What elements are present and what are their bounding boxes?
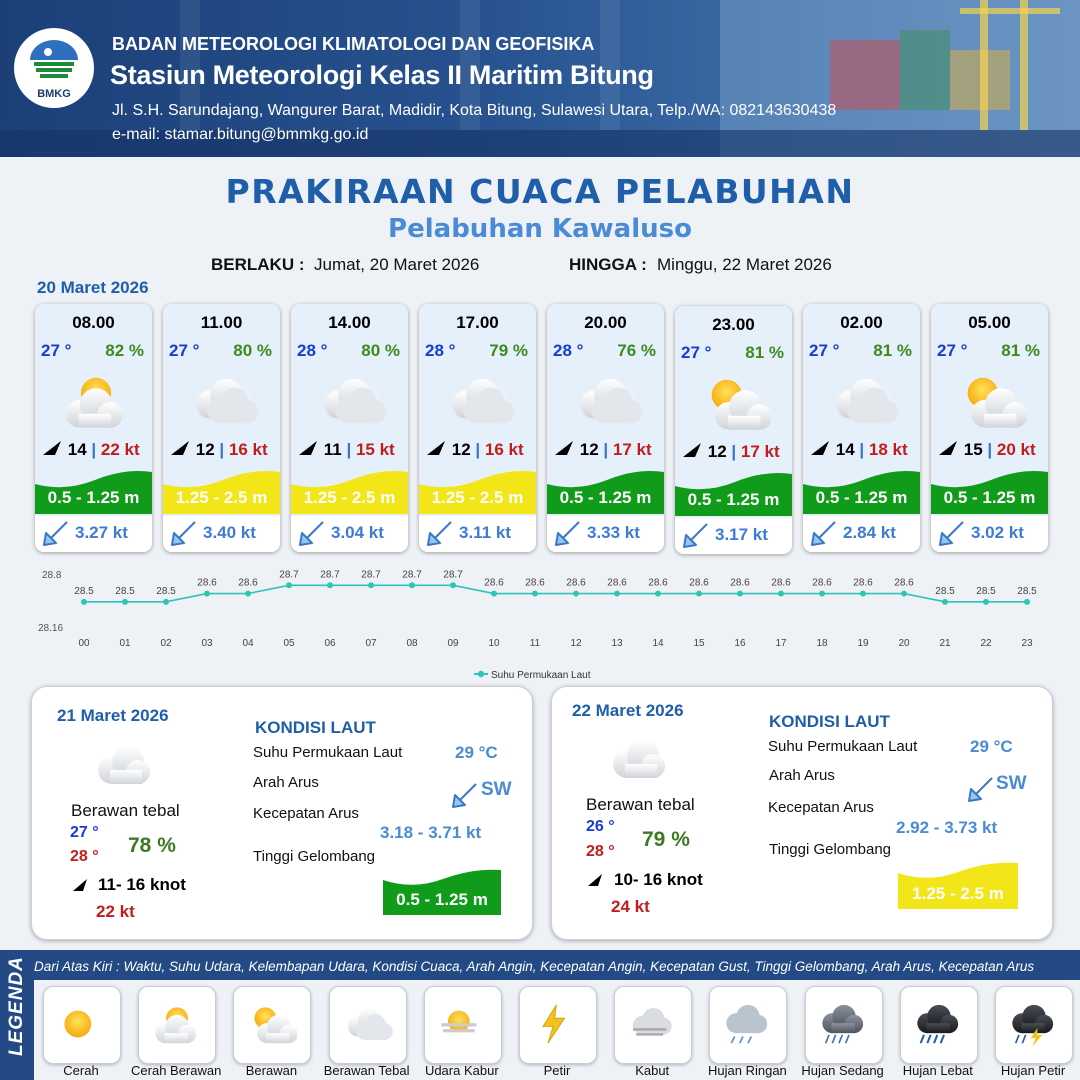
sst-point — [696, 591, 702, 597]
wave-height: 0.5 - 1.25 m — [687, 490, 780, 509]
sst-value-label: 28.6 — [689, 577, 709, 589]
sst-value-label: 28.5 — [1017, 585, 1037, 597]
berawan-tebal-icon — [317, 372, 387, 430]
forecast-time: 05.00 — [968, 313, 1011, 332]
legend-item-label: Kabut — [635, 1063, 670, 1078]
forecast-humidity: 76 % — [617, 341, 656, 360]
day2-arah-label: Arah Arus — [253, 774, 319, 791]
legend-side-label — [0, 950, 34, 1080]
sst-xtick-label: 15 — [693, 638, 705, 649]
current-direction-icon — [41, 518, 71, 548]
day3-humidity: 79 % — [642, 828, 690, 851]
legend-item-label: Berawan Tebal — [323, 1063, 410, 1078]
day2-arah-value: SW — [481, 779, 512, 800]
wind-arrow-icon — [71, 877, 91, 893]
forecast-wind — [937, 439, 1045, 461]
wind-speed: 12 — [451, 440, 471, 459]
day2-wind: 11- 16 knot — [98, 875, 186, 894]
sst-point — [942, 599, 948, 605]
legend-title: LEGENDA — [6, 956, 27, 1056]
current-direction-icon — [681, 520, 711, 550]
sst-xtick-label: 13 — [611, 638, 623, 649]
wind-separator: | — [859, 440, 865, 459]
current-direction-icon — [425, 518, 455, 548]
sst-point — [614, 591, 620, 597]
hujan-petir-icon — [1009, 999, 1059, 1049]
wind-gust: 15 kt — [355, 440, 395, 459]
legend-item — [43, 986, 121, 1064]
wind-gust: 20 kt — [996, 440, 1036, 459]
berawan-tebal-icon — [92, 742, 154, 788]
sst-point — [368, 582, 374, 588]
forecast-humidity: 80 % — [361, 341, 400, 360]
legend-item — [709, 986, 787, 1064]
wind-separator: | — [603, 440, 609, 459]
sst-xtick-label: 02 — [160, 638, 172, 649]
day3-tmax: 28 ° — [586, 843, 615, 860]
sst-point — [1024, 599, 1030, 605]
header-banner — [0, 0, 1080, 157]
forecast-humidity: 81 % — [873, 341, 912, 360]
current-direction-icon — [450, 780, 480, 810]
forecast-temp: 27 ° — [809, 341, 840, 360]
forecast-card — [675, 306, 792, 554]
day2-kondisi-title: KONDISI LAUT — [255, 718, 376, 737]
sst-value-label: 28.6 — [607, 577, 627, 589]
sst-value-label: 28.7 — [279, 569, 299, 581]
forecast-temp: 28 ° — [297, 341, 328, 360]
sst-point — [532, 591, 538, 597]
forecast-humidity: 81 % — [1001, 341, 1040, 360]
forecast-time: 17.00 — [456, 313, 499, 332]
forecast-card — [291, 304, 408, 552]
sst-xtick-label: 10 — [488, 638, 500, 649]
day3-panel — [551, 686, 1053, 940]
forecast-temp: 28 ° — [553, 341, 584, 360]
day3-wave-value: 1.25 - 2.5 m — [912, 884, 1004, 903]
legend-item-label: Cerah — [63, 1063, 99, 1078]
current-speed: 3.17 kt — [715, 525, 768, 544]
legend-item — [519, 986, 597, 1064]
day1-date: 20 Maret 2026 — [37, 278, 149, 297]
sst-point — [204, 591, 210, 597]
current-speed: 3.33 kt — [587, 523, 640, 542]
cerah-icon — [57, 999, 107, 1049]
petir-icon — [533, 999, 583, 1049]
current-direction-icon — [809, 518, 839, 548]
sst-chart — [0, 560, 1080, 685]
sst-value-label: 28.6 — [894, 577, 914, 589]
wave-height: 0.5 - 1.25 m — [559, 488, 652, 507]
wind-arrow-icon — [41, 439, 63, 457]
day3-sst-value: 29 °C — [970, 737, 1013, 756]
cerah-berawan-icon — [61, 372, 131, 430]
hujan-sedang-icon — [819, 999, 869, 1049]
day3-desc: Berawan tebal — [586, 795, 695, 814]
current-direction-icon — [966, 774, 996, 804]
legend-item-label: Petir — [543, 1063, 571, 1078]
day3-arah-label: Arah Arus — [769, 767, 835, 784]
wind-gust: 17 kt — [740, 442, 780, 461]
udara-kabur-icon — [438, 999, 488, 1049]
day3-sst-label: Suhu Permukaan Laut — [768, 738, 918, 755]
day2-kec-value: 3.18 - 3.71 kt — [380, 823, 482, 842]
sst-value-label: 28.6 — [853, 577, 873, 589]
legend-item — [424, 986, 502, 1064]
current-speed: 2.84 kt — [843, 523, 896, 542]
day2-gust: 22 kt — [96, 902, 135, 921]
forecast-card — [35, 304, 152, 552]
sst-xtick-label: 19 — [857, 638, 869, 649]
sst-xtick-label: 06 — [324, 638, 336, 649]
day2-wave-value: 0.5 - 1.25 m — [396, 890, 488, 909]
forecast-temp: 27 ° — [681, 343, 712, 362]
forecast-card — [803, 304, 920, 552]
berawan-tebal-icon — [829, 372, 899, 430]
wind-arrow-icon — [681, 441, 703, 459]
day3-tmin: 26 ° — [586, 818, 615, 835]
sst-point — [778, 591, 784, 597]
wind-arrow-icon — [425, 439, 447, 457]
berawan-icon — [957, 372, 1027, 430]
wind-speed: 14 — [835, 440, 855, 459]
day3-gust: 24 kt — [611, 897, 650, 916]
wind-gust: 22 kt — [100, 440, 140, 459]
sst-point — [122, 599, 128, 605]
wave-height: 0.5 - 1.25 m — [47, 488, 140, 507]
logo-text: BMKG — [37, 88, 71, 100]
day3-tinggi-label: Tinggi Gelombang — [769, 841, 892, 858]
forecast-wind — [41, 439, 149, 461]
forecast-card — [931, 304, 1048, 552]
wind-gust: 16 kt — [228, 440, 268, 459]
sst-value-label: 28.6 — [566, 577, 586, 589]
sst-point — [163, 599, 169, 605]
sst-xtick-label: 01 — [119, 638, 131, 649]
forecast-time: 14.00 — [328, 313, 371, 332]
day2-date: 21 Maret 2026 — [57, 706, 169, 725]
day2-panel — [31, 686, 533, 940]
sst-point — [327, 582, 333, 588]
forecast-time: 02.00 — [840, 313, 883, 332]
sst-value-label: 28.6 — [525, 577, 545, 589]
current-direction-icon — [553, 518, 583, 548]
wind-separator: | — [91, 440, 97, 459]
sst-point — [860, 591, 866, 597]
forecast-temp: 27 ° — [937, 341, 968, 360]
sst-xtick-label: 21 — [939, 638, 951, 649]
wind-gust: 16 kt — [484, 440, 524, 459]
wind-separator: | — [731, 442, 737, 461]
sst-xtick-label: 08 — [406, 638, 418, 649]
forecast-temp: 27 ° — [169, 341, 200, 360]
sst-value-label: 28.7 — [320, 569, 340, 581]
day2-desc: Berawan tebal — [71, 801, 180, 820]
legend-item — [900, 986, 978, 1064]
sst-xtick-label: 16 — [734, 638, 746, 649]
bmkg-logo — [14, 28, 94, 108]
sst-point — [81, 599, 87, 605]
sst-value-label: 28.6 — [771, 577, 791, 589]
sst-value-label: 28.5 — [935, 585, 955, 597]
sst-value-label: 28.7 — [402, 569, 422, 581]
wave-height: 0.5 - 1.25 m — [815, 488, 908, 507]
legend-item — [329, 986, 407, 1064]
wind-arrow-icon — [809, 439, 831, 457]
day3-date: 22 Maret 2026 — [572, 701, 684, 720]
sst-xtick-label: 14 — [652, 638, 664, 649]
sst-point — [819, 591, 825, 597]
legend-item — [995, 986, 1073, 1064]
sst-xtick-label: 03 — [201, 638, 213, 649]
wave-height: 0.5 - 1.25 m — [943, 488, 1036, 507]
forecast-wind — [425, 439, 533, 461]
forecast-wind — [297, 439, 405, 461]
sst-point — [737, 591, 743, 597]
day2-tinggi-label: Tinggi Gelombang — [253, 848, 376, 865]
forecast-humidity: 81 % — [745, 343, 784, 362]
day3-kec-value: 2.92 - 3.73 kt — [896, 818, 998, 837]
sst-xtick-label: 17 — [775, 638, 787, 649]
forecast-temp: 28 ° — [425, 341, 456, 360]
current-speed: 3.11 kt — [459, 523, 511, 542]
page-title: PRAKIRAAN CUACA PELABUHAN — [225, 172, 855, 211]
day3-wind: 10- 16 knot — [614, 870, 703, 889]
day2-tmax: 28 ° — [70, 848, 99, 865]
wind-speed: 12 — [579, 440, 599, 459]
current-speed: 3.04 kt — [331, 523, 384, 542]
station-name: Stasiun Meteorologi Kelas II Maritim Bitung — [110, 60, 654, 90]
hujan-lebat-icon — [914, 999, 964, 1049]
legend-item-label: Hujan Ringan — [708, 1063, 787, 1078]
sst-xtick-label: 22 — [980, 638, 992, 649]
wind-speed: 14 — [67, 440, 87, 459]
wind-arrow-icon — [586, 872, 606, 888]
current-direction-icon — [297, 518, 327, 548]
forecast-card — [163, 304, 280, 552]
wind-separator: | — [219, 440, 225, 459]
sst-xtick-label: 07 — [365, 638, 377, 649]
sst-value-label: 28.6 — [238, 577, 258, 589]
wave-height: 1.25 - 2.5 m — [431, 488, 524, 507]
sst-point — [450, 582, 456, 588]
berawan-icon — [247, 999, 297, 1049]
legend-item-label: Hujan Lebat — [902, 1063, 973, 1078]
forecast-card — [547, 304, 664, 552]
cerah-berawan-icon — [152, 999, 202, 1049]
day2-tmin: 27 ° — [70, 824, 99, 841]
day2-sst-value: 29 °C — [455, 743, 498, 762]
org-name: BADAN METEOROLOGI KLIMATOLOGI DAN GEOFISIKA — [112, 34, 595, 54]
day2-humidity: 78 % — [128, 834, 176, 857]
bmkg-emblem-icon — [24, 38, 84, 84]
sst-xtick-label: 20 — [898, 638, 910, 649]
wind-arrow-icon — [169, 439, 191, 457]
legend-item — [138, 986, 216, 1064]
day3-kec-label: Kecepatan Arus — [768, 799, 874, 816]
port-name: Pelabuhan Kawaluso — [388, 214, 692, 244]
kabut-icon — [628, 999, 678, 1049]
sst-value-label: 28.6 — [648, 577, 668, 589]
sst-xtick-label: 12 — [570, 638, 582, 649]
wind-separator: | — [346, 440, 352, 459]
sst-xtick-label: 05 — [283, 638, 295, 649]
wind-gust: 18 kt — [868, 440, 908, 459]
forecast-humidity: 79 % — [489, 341, 528, 360]
legend-item — [614, 986, 692, 1064]
valid-to-label: HINGGA : — [569, 255, 647, 274]
sst-value-label: 28.7 — [361, 569, 381, 581]
berawan-tebal-icon — [445, 372, 515, 430]
sst-legend-label: Suhu Permukaan Laut — [491, 670, 591, 681]
legend-item — [805, 986, 883, 1064]
forecast-wind — [169, 439, 277, 461]
sst-point — [655, 591, 661, 597]
sst-value-label: 28.6 — [197, 577, 217, 589]
wind-speed: 11 — [323, 440, 342, 459]
forecast-wind — [553, 439, 661, 461]
legend-item-label: Cerah Berawan — [131, 1063, 222, 1078]
sst-value-label: 28.6 — [730, 577, 750, 589]
forecast-temp: 27 ° — [41, 341, 72, 360]
sst-xtick-label: 09 — [447, 638, 459, 649]
forecast-time: 23.00 — [712, 315, 755, 334]
hujan-ringan-icon — [723, 999, 773, 1049]
current-direction-icon — [937, 518, 967, 548]
day3-arah-value: SW — [996, 773, 1027, 794]
wind-separator: | — [475, 440, 481, 459]
forecast-wind — [809, 439, 917, 461]
wind-speed: 12 — [195, 440, 215, 459]
day2-sst-label: Suhu Permukaan Laut — [253, 744, 403, 761]
sst-value-label: 28.5 — [156, 585, 176, 597]
forecast-card — [419, 304, 536, 552]
berawan-tebal-icon — [343, 999, 393, 1049]
wind-arrow-icon — [937, 439, 959, 457]
forecast-humidity: 80 % — [233, 341, 272, 360]
sst-value-label: 28.6 — [812, 577, 832, 589]
forecast-time: 11.00 — [200, 313, 243, 332]
legend-description: Dari Atas Kiri : Waktu, Suhu Udara, Kelembapan Udara, Kondisi Cuaca, Arah Angin, Kecepatan Angin, Kecepatan Gust, Tinggi Gelombang, Arah Arus, Kecepatan Arus — [34, 959, 1035, 974]
sst-ytick-top: 28.8 — [42, 570, 62, 581]
legend-item — [233, 986, 311, 1064]
sst-xtick-label: 11 — [529, 638, 541, 649]
sst-xtick-label: 04 — [242, 638, 254, 649]
email: e-mail: stamar.bitung@bmmkg.go.id — [112, 126, 369, 143]
sst-legend-marker — [478, 671, 484, 677]
current-speed: 3.02 kt — [971, 523, 1024, 542]
wind-gust: 17 kt — [612, 440, 652, 459]
day3-kondisi-title: KONDISI LAUT — [769, 712, 890, 731]
wind-arrow-icon — [553, 439, 575, 457]
forecast-time: 08.00 — [72, 313, 115, 332]
sst-point — [983, 599, 989, 605]
sst-value-label: 28.5 — [115, 585, 135, 597]
sst-point — [901, 591, 907, 597]
current-speed: 3.40 kt — [203, 523, 256, 542]
wave-height: 1.25 - 2.5 m — [175, 488, 268, 507]
sst-xtick-label: 23 — [1021, 638, 1033, 649]
current-direction-icon — [169, 518, 199, 548]
forecast-time: 20.00 — [584, 313, 627, 332]
sst-xtick-label: 00 — [78, 638, 90, 649]
sst-point — [286, 582, 292, 588]
legend-item-label: Berawan — [245, 1063, 298, 1078]
berawan-tebal-icon — [607, 736, 669, 782]
address: Jl. S.H. Sarundajang, Wangurer Barat, Madidir, Kota Bitung, Sulawesi Utara, Telp./WA: 082143630438 — [112, 102, 837, 119]
wind-separator: | — [987, 440, 993, 459]
legend-item-label: Hujan Petir — [1000, 1063, 1066, 1078]
sst-xtick-label: 18 — [816, 638, 828, 649]
forecast-wind — [681, 441, 789, 463]
sst-point — [409, 582, 415, 588]
legend-item-label: Udara Kabur — [424, 1063, 499, 1078]
legend-item-label: Hujan Sedang — [801, 1063, 884, 1078]
forecast-humidity: 82 % — [105, 341, 144, 360]
wind-speed: 12 — [707, 442, 727, 461]
sst-point — [245, 591, 251, 597]
sst-value-label: 28.6 — [484, 577, 504, 589]
berawan-tebal-icon — [573, 372, 643, 430]
berawan-icon — [701, 374, 771, 432]
sst-value-label: 28.7 — [443, 569, 463, 581]
day2-kec-label: Kecepatan Arus — [253, 805, 359, 822]
sst-series-line — [84, 585, 1027, 602]
wind-arrow-icon — [297, 439, 319, 457]
sst-value-label: 28.5 — [74, 585, 94, 597]
valid-from-value: Jumat, 20 Maret 2026 — [314, 255, 480, 274]
sst-point — [491, 591, 497, 597]
valid-to-value: Minggu, 22 Maret 2026 — [657, 255, 832, 274]
current-speed: 3.27 kt — [75, 523, 128, 542]
sst-ytick-bottom: 28.16 — [38, 623, 64, 634]
sst-value-label: 28.5 — [976, 585, 996, 597]
berawan-tebal-icon — [189, 372, 259, 430]
wave-height: 1.25 - 2.5 m — [303, 488, 396, 507]
wind-speed: 15 — [963, 440, 983, 459]
valid-from-label: BERLAKU : — [211, 255, 305, 274]
sst-point — [573, 591, 579, 597]
